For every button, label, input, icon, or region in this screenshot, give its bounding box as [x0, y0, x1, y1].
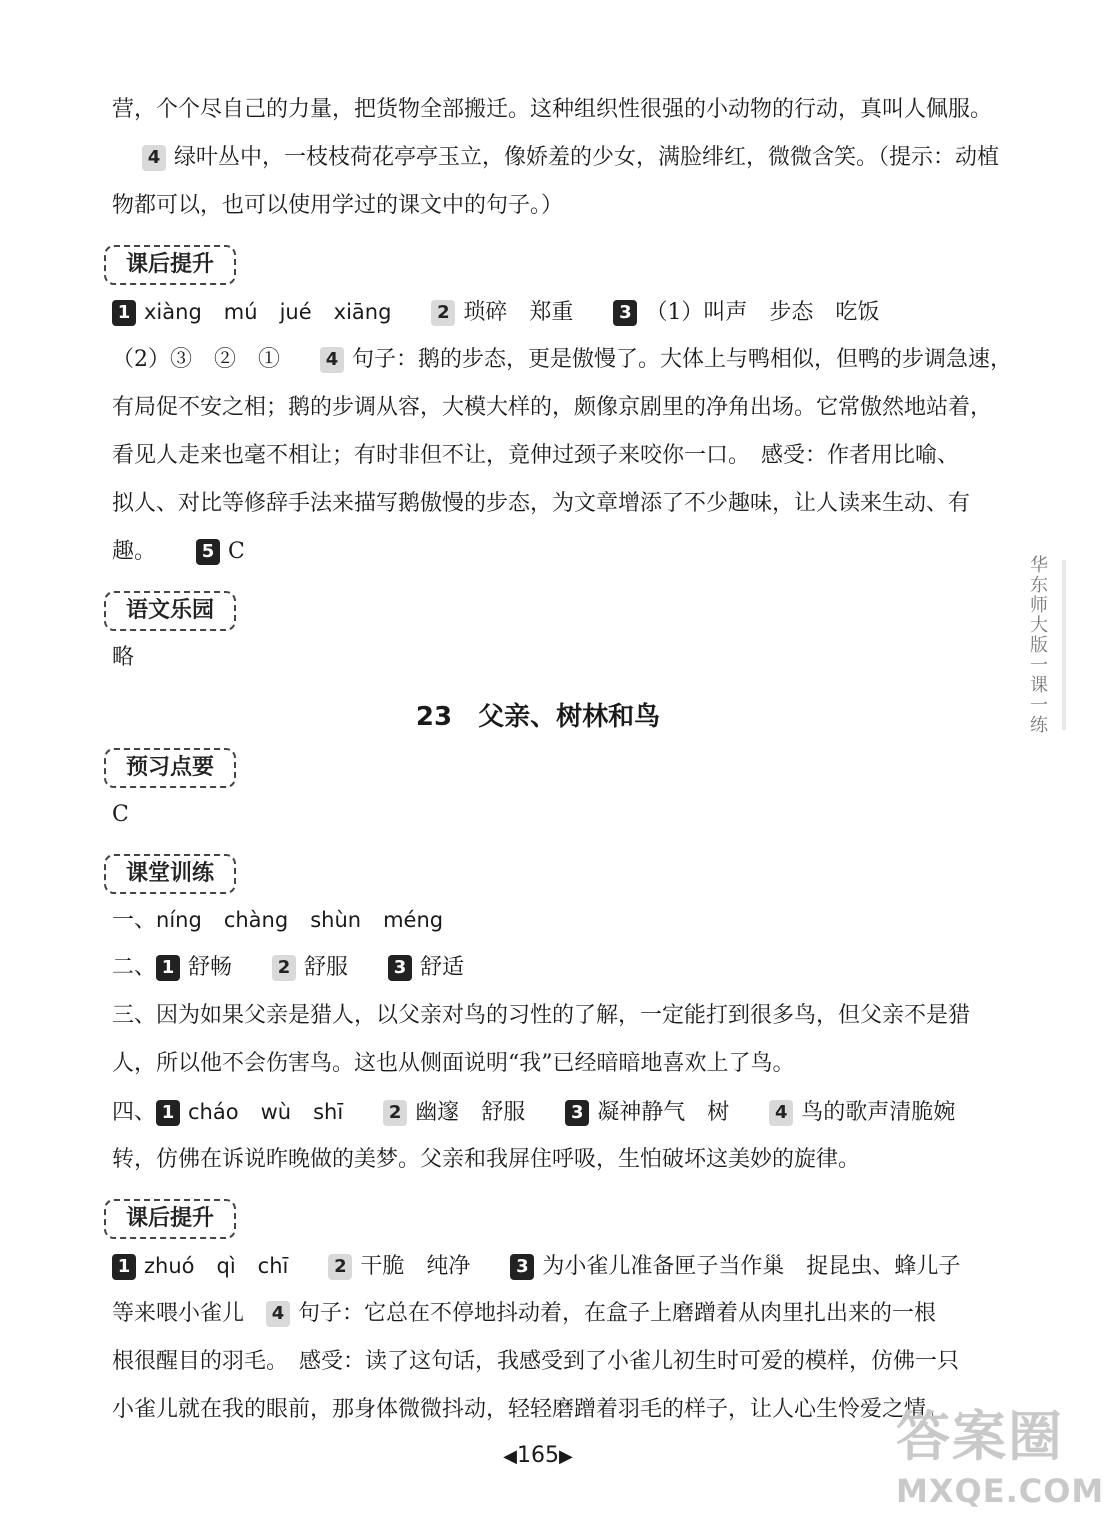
section-label: 课后提升: [104, 1199, 236, 1239]
pinyin: shùn: [310, 908, 362, 932]
answer-text: 幽邃 舒服: [415, 1100, 526, 1125]
answer-text: 一、: [112, 908, 157, 933]
section-label: 课后提升: [104, 245, 236, 285]
question-number: 5: [196, 539, 220, 565]
answer-text: 舒适: [420, 955, 465, 980]
answer-line: [112, 953, 464, 983]
answer-text: 等来喂小雀儿: [112, 1301, 245, 1326]
pinyin: qì: [216, 1254, 236, 1278]
text-line: 小雀儿就在我的眼前，那身体微微抖动，轻轻磨蹭着羽毛的样子，让人心生怜爱之情。: [112, 1397, 949, 1422]
text-line: 人，所以他不会伤害鸟。这也从侧面说明“我”已经暗暗地喜欢上了鸟。: [112, 1051, 795, 1076]
answer-text: C: [228, 539, 245, 564]
answer-text: 干脆 纯净: [360, 1254, 471, 1279]
answer-text: 琐碎 郑重: [463, 300, 574, 325]
answer-line: [112, 1251, 960, 1282]
pinyin: xiāng: [333, 300, 392, 324]
question-number: 2: [272, 955, 296, 981]
answer-text: （2）③ ② ①: [112, 347, 280, 372]
watermark-logo: [896, 1402, 1104, 1526]
page-arrow-left-icon: ◀: [503, 1446, 517, 1467]
question-number: 3: [613, 300, 637, 326]
question-number: 3: [510, 1254, 534, 1280]
answer-line: [112, 537, 245, 567]
question-number: 1: [112, 300, 136, 326]
question-number: 1: [156, 955, 180, 981]
text-line: 拟人、对比等修辞手法来描写鹅傲慢的步态，为文章增添了不少趣味，让人读来生动、有: [112, 491, 971, 516]
text-line: 有局促不安之相；鹅的步调从容，大模大样的，颇像京剧里的净角出场。它常傲然地站着，: [112, 395, 993, 420]
text-line: 根很醒目的羽毛。 感受：读了这句话，我感受到了小雀儿初生时可爱的模样，仿佛一只: [112, 1349, 960, 1374]
section-label: 语文乐园: [104, 591, 236, 631]
answer-line: [112, 905, 443, 936]
answer-text: 二、: [112, 955, 157, 980]
answer-text: 绿叶丛中，一枝枝荷花亭亭玉立，像娇羞的少女，满脸绯红，微微含笑。（提示：动植: [174, 145, 1000, 170]
pinyin: xiàng: [144, 300, 202, 324]
question-number: 3: [388, 955, 412, 981]
section-label: 课堂训练: [104, 854, 236, 894]
pinyin: zhuó: [144, 1254, 195, 1278]
answer-line: [112, 297, 879, 328]
text-line: 略: [112, 645, 135, 670]
answer-text: 鸟的歌声清脆婉: [801, 1100, 956, 1125]
pinyin: shī: [313, 1100, 344, 1124]
side-tab: [1062, 560, 1066, 730]
pinyin: chī: [257, 1254, 289, 1278]
answer-line: [112, 1299, 936, 1329]
question-number: 2: [328, 1254, 352, 1280]
question-number: 2: [383, 1100, 407, 1126]
pinyin: chàng: [223, 908, 289, 932]
text-line: 物都可以，也可以使用学过的课文中的句子。）: [112, 193, 564, 218]
answer-line: [112, 1097, 955, 1128]
answer-line: [142, 143, 999, 173]
question-number: 4: [142, 145, 166, 171]
question-number: 4: [266, 1301, 290, 1327]
pinyin: mú: [223, 300, 258, 324]
text-line: C: [112, 802, 129, 827]
pinyin: níng: [156, 908, 202, 932]
question-number: 4: [769, 1100, 793, 1126]
section-label: 预习点要: [104, 748, 236, 788]
question-number: 1: [112, 1254, 136, 1280]
watermark-url: MXQE.COM: [896, 1472, 1104, 1510]
question-number: 1: [156, 1100, 180, 1126]
answer-text: 舒服: [304, 955, 349, 980]
page-number-value: 165: [517, 1443, 559, 1468]
answer-text: 趣。: [112, 539, 157, 564]
answer-text: 凝神静气 树: [597, 1100, 730, 1125]
text-line: 三、因为如果父亲是猎人，以父亲对鸟的习性的了解，一定能打到很多鸟，但父亲不是猎: [112, 1003, 971, 1028]
pinyin: cháo: [188, 1100, 239, 1124]
text-line: 看见人走来也毫不相让；有时非但不让，竟伸过颈子来咬你一口。 感受：作者用比喻、: [112, 443, 960, 468]
pinyin: méng: [383, 908, 444, 932]
question-number: 3: [565, 1100, 589, 1126]
text-line: 转，仿佛在诉说昨晚做的美梦。父亲和我屏住呼吸，生怕破坏这美妙的旋律。: [112, 1147, 861, 1172]
series-label: 华东师大版一课一练: [1027, 555, 1048, 735]
answer-text: 舒畅: [188, 955, 233, 980]
pinyin: wù: [260, 1100, 292, 1124]
answer-text: 句子：它总在不停地抖动着，在盒子上磨蹭着从肉里扎出来的一根: [298, 1301, 937, 1326]
text-line: 营，个个尽自己的力量，把货物全部搬迁。这种组织性很强的小动物的行动，真叫人佩服。: [112, 97, 993, 122]
answer-text: （1）叫声 步态 吃饭: [645, 300, 880, 325]
answer-text: 为小雀儿准备匣子当作巢 捉昆虫、蜂儿子: [542, 1254, 961, 1279]
question-number: 2: [431, 300, 455, 326]
answer-text: 句子：鹅的步态，更是傲慢了。大体上与鸭相似，但鸭的步调急速，: [352, 347, 1013, 372]
lesson-title: 23 父亲、树林和鸟: [415, 702, 661, 732]
question-number: 4: [320, 347, 344, 373]
pinyin: jué: [279, 300, 312, 324]
answer-text: 四、: [112, 1100, 157, 1125]
answer-line: [112, 345, 1012, 375]
watermark-text: 答案圈: [896, 1405, 1064, 1468]
page-arrow-right-icon: ▶: [559, 1446, 573, 1467]
